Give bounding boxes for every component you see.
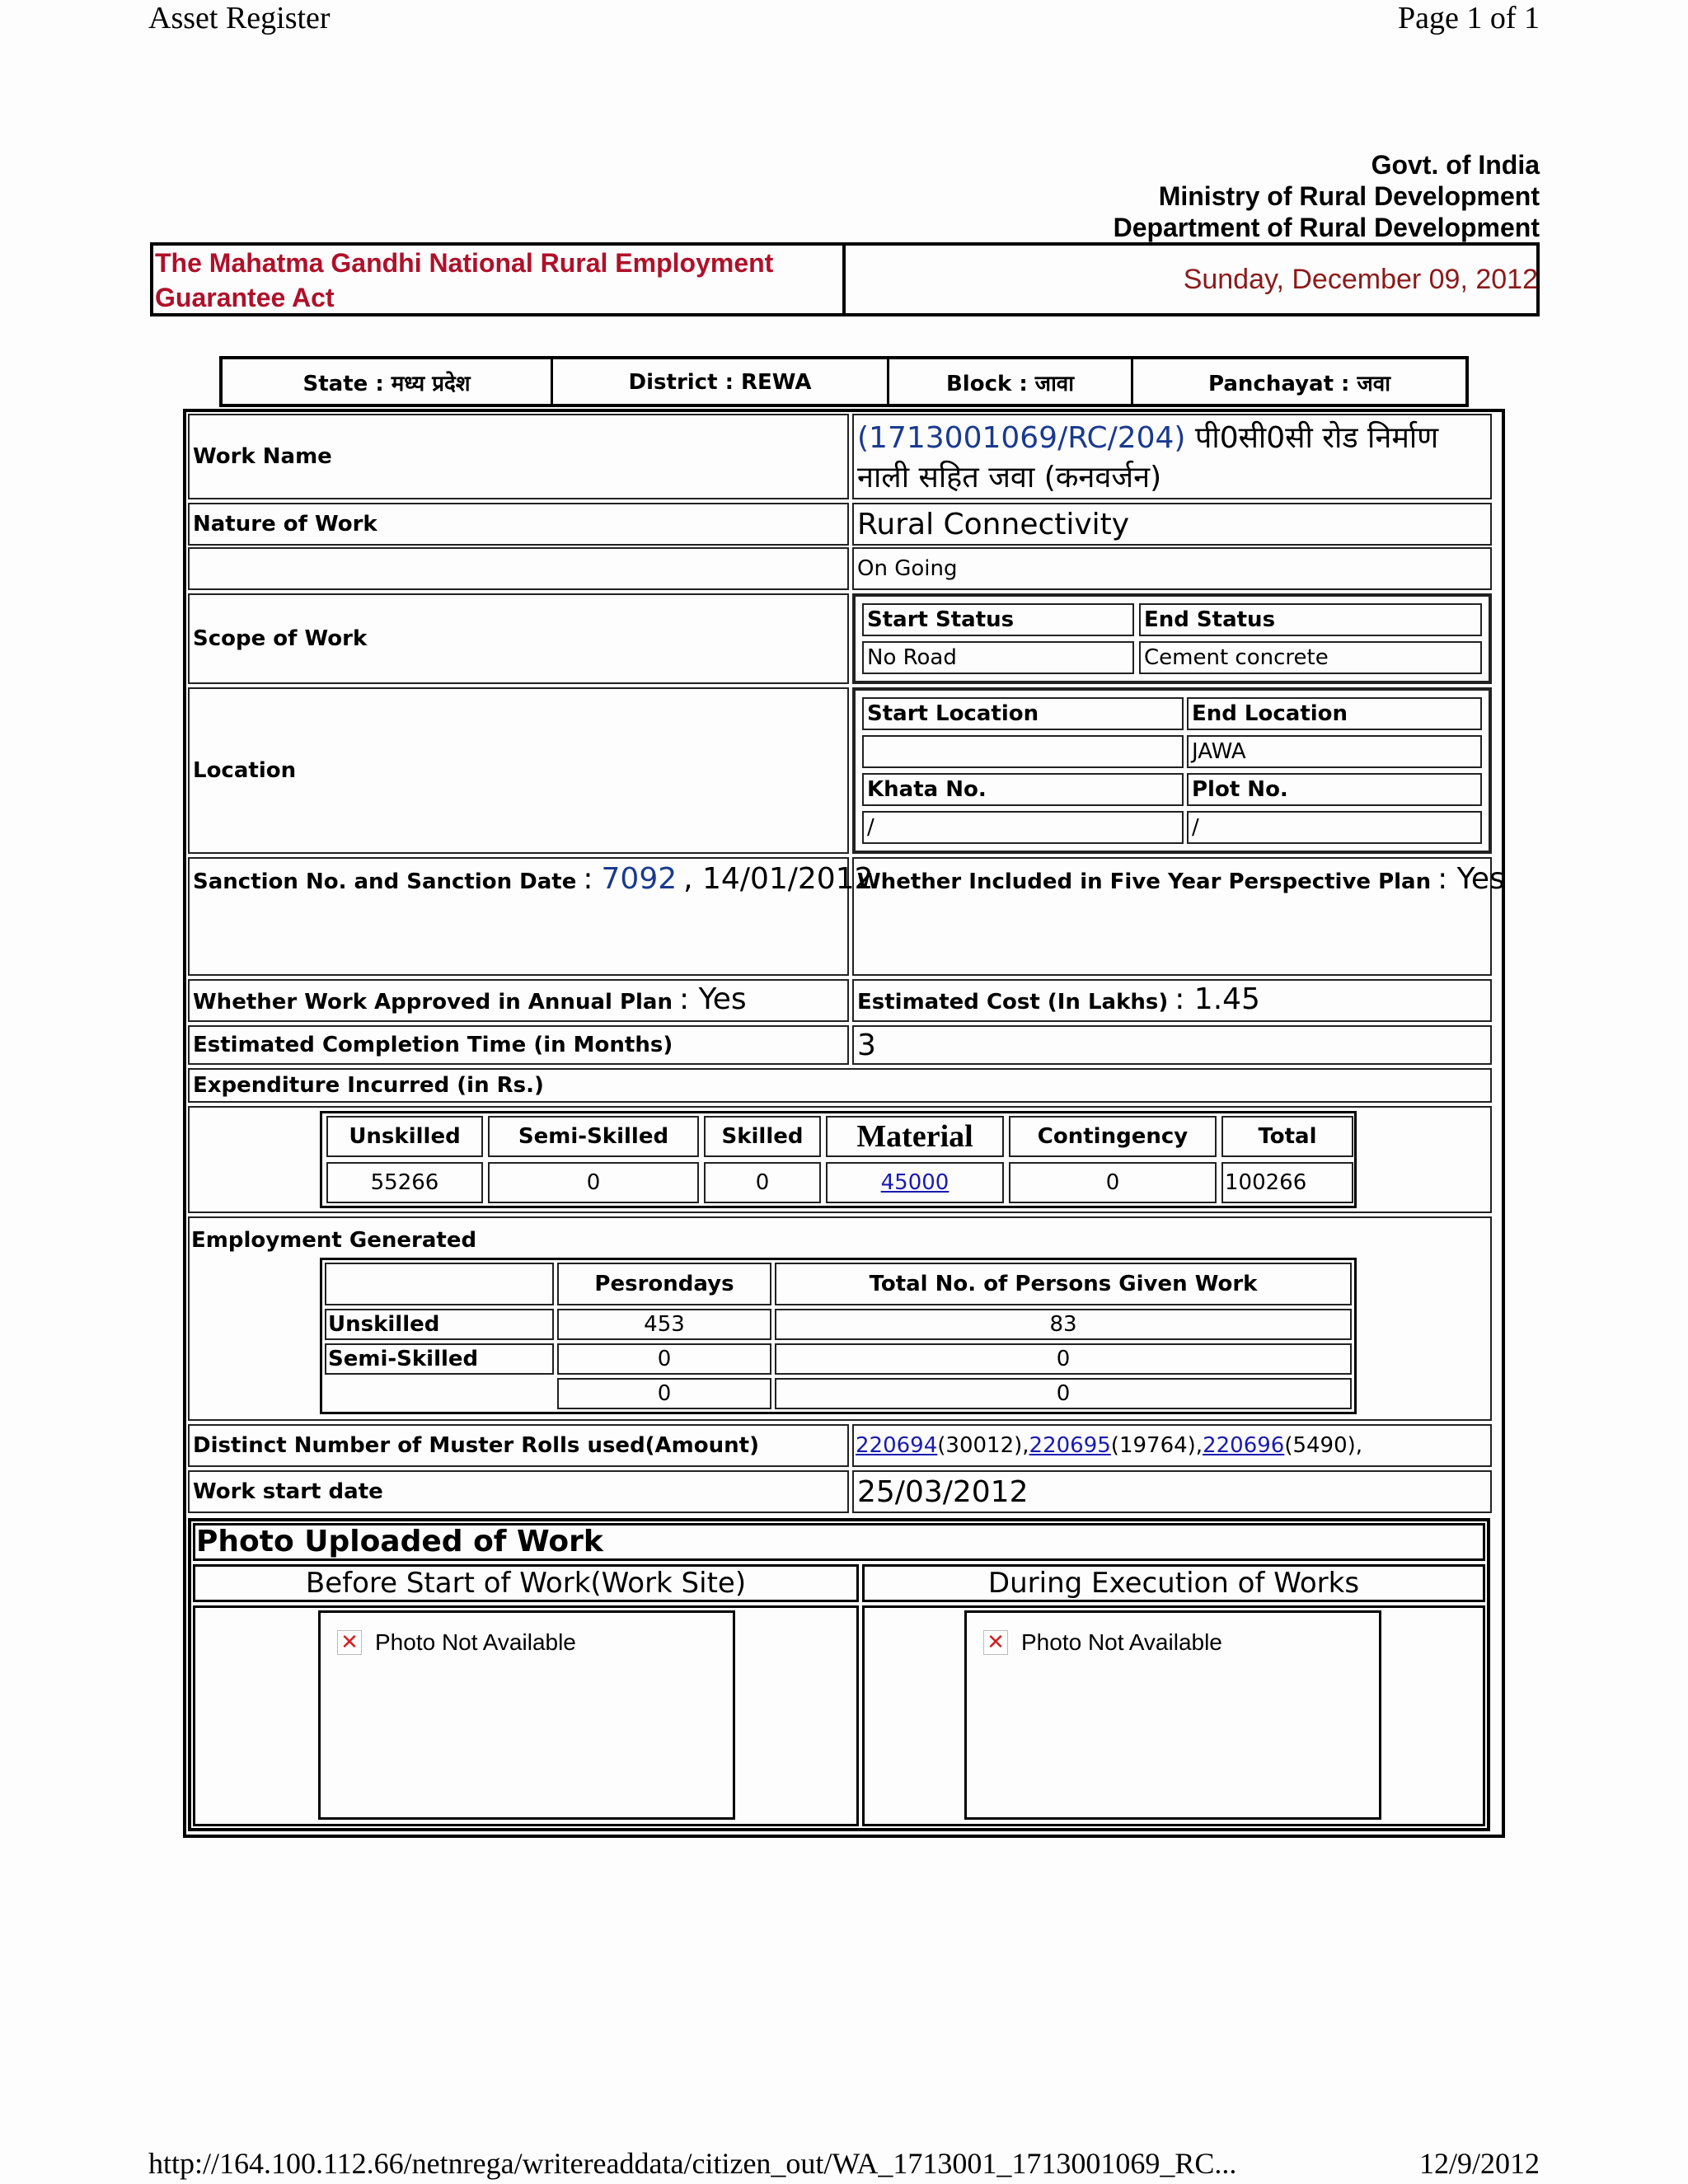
footer-date: 12/9/2012 [1418,2147,1540,2180]
nature-label-text: Nature of Work [193,512,377,537]
start-location-header-text: Start Location [867,701,1039,726]
report-date: Sunday, December 09, 2012 [1183,264,1538,295]
page-number: Page 1 of 1 [1397,1,1540,35]
work-name-text-2: नाली सहित जवा (कनवर्जन) [857,461,1162,494]
act-title [155,246,773,315]
start-location-value [862,735,1184,768]
muster-link[interactable]: 220695 [1029,1433,1111,1458]
work-status-text: On Going [857,556,958,581]
annual-plan-value: : Yes [678,982,747,1016]
govt-line-3: Department of Rural Development [1113,213,1540,242]
photo-during-header: During Execution of Works [862,1564,1485,1602]
khata-value [862,811,1184,844]
emp-row-days: 0 [557,1378,771,1409]
est-cost-cell [852,979,1492,1022]
emp-header-persons: Total No. of Persons Given Work [775,1263,1352,1305]
muster-amount: (19764), [1110,1433,1203,1458]
five-year-label: Whether Included in Five Year Perspective Plan [857,869,1432,894]
employment-label: Employment Generated [191,1228,477,1253]
emp-row-persons: 83 [775,1309,1352,1340]
sanction-cell [188,857,874,976]
nature-label [188,503,849,546]
act-title-line-1: The Mahatma Gandhi National Rural Employment [155,248,774,278]
exp-value-total [1221,1162,1353,1203]
exp-value-total-text: 100266 [1225,1170,1307,1195]
govt-line-1: Govt. of India [1371,150,1540,180]
work-name-label [188,414,849,499]
muster-amount: (30012), [937,1433,1029,1458]
five-year-value: : Yes [1437,862,1505,896]
muster-link[interactable]: 220696 [1203,1433,1285,1458]
photo-during-frame [964,1610,1381,1820]
exp-header-contingency: Contingency [1009,1116,1217,1157]
start-status-header-text: Start Status [867,607,1015,632]
muster-values [852,1424,1492,1467]
end-status-header-text: End Status [1144,607,1276,632]
start-date-label-text: Work start date [193,1479,383,1504]
work-status [852,547,1492,590]
end-status-value [1139,641,1482,674]
sanction-sep: : [583,862,593,896]
broken-image-icon: ✕ [983,1630,1008,1655]
emp-row-days: 453 [557,1309,771,1340]
expenditure-label [188,1068,1492,1103]
end-location-value-text: JAWA [1192,739,1246,764]
completion-label [188,1025,849,1065]
khata-header [862,773,1184,806]
start-location-header [862,697,1184,730]
sanction-label: Sanction No. and Sanction Date [193,869,577,894]
end-location-header-text: End Location [1192,701,1348,726]
work-name-value [852,414,1492,499]
emp-row-type [325,1343,554,1375]
exp-value-contingency: 0 [1009,1162,1217,1203]
end-location-value [1187,735,1482,768]
end-status-header [1139,603,1482,636]
photo-not-available: Photo Not Available [1021,1629,1222,1655]
end-status-value-text: Cement concrete [1144,645,1329,670]
muster-label-text: Distinct Number of Muster Rolls used(Amount) [193,1433,759,1458]
completion-value [852,1025,1492,1065]
footer-url: http://164.100.112.66/netnrega/writereaddata/citizen_out/WA_1713001_1713001069_RC... [148,2147,1237,2180]
scope-label [188,593,849,684]
exp-value-material-cell [826,1162,1004,1203]
emp-row-days: 0 [557,1343,771,1375]
location-label-text: Location [193,758,297,783]
start-status-value [862,641,1134,674]
emp-row-type [325,1309,554,1340]
material-link[interactable]: 45000 [880,1170,950,1195]
govt-line-2: Ministry of Rural Development [1158,181,1540,211]
state-label: State : मध्य प्रदेश [302,372,471,396]
annual-plan-label: Whether Work Approved in Annual Plan [193,990,673,1015]
act-banner-divider [842,242,846,316]
est-cost-label: Estimated Cost (In Lakhs) [857,990,1169,1015]
district-label: District : REWA [628,370,812,395]
khata-value-text: / [867,815,874,840]
exp-header-unskilled: Unskilled [326,1116,483,1157]
exp-value-skilled: 0 [704,1162,821,1203]
completion-label-text: Estimated Completion Time (in Months) [193,1033,673,1057]
khata-header-text: Khata No. [867,777,987,802]
page-header-title: Asset Register [148,1,331,35]
emp-row-type-text: Unskilled [328,1312,440,1337]
photo-not-available: Photo Not Available [375,1629,576,1655]
nature-value [852,503,1492,546]
start-status-value-text: No Road [867,645,957,670]
muster-amount: (5490), [1284,1433,1363,1458]
expenditure-label-text: Expenditure Incurred (in Rs.) [193,1073,544,1098]
scope-label-text: Scope of Work [193,626,368,651]
plot-header-text: Plot No. [1192,777,1288,802]
muster-label [188,1424,849,1467]
emp-row-persons: 0 [775,1343,1352,1375]
nature-value-text: Rural Connectivity [857,507,1130,541]
start-date-value-text: 25/03/2012 [857,1474,1029,1509]
emp-header-persondays: Pesrondays [557,1263,771,1305]
emp-row-persons: 0 [775,1378,1352,1409]
completion-value-text: 3 [857,1028,876,1062]
exp-value-semiskilled: 0 [488,1162,699,1203]
status-label-empty [188,547,849,590]
emp-row-type-text: Semi-Skilled [328,1347,479,1371]
end-location-header [1187,697,1482,730]
exp-header-total: Total [1221,1116,1353,1157]
photo-before-header: Before Start of Work(Work Site) [193,1564,859,1602]
exp-header-skilled: Skilled [704,1116,821,1157]
emp-row-type [325,1378,554,1409]
start-status-header [862,603,1134,636]
plot-header [1187,773,1482,806]
block-label: Block : जावा [945,372,1074,396]
plot-value-text: / [1192,815,1199,840]
location-label [188,687,849,854]
five-year-cell [852,857,1505,976]
work-code: (1713001069/RC/204) [857,421,1186,455]
act-title-line-2: Guarantee Act [155,283,335,312]
exp-value-unskilled: 55266 [326,1162,483,1203]
photo-title: Photo Uploaded of Work [196,1525,603,1558]
start-date-label [188,1470,849,1513]
annual-plan-cell [188,979,849,1022]
start-date-value [852,1470,1492,1513]
broken-image-icon: ✕ [337,1630,362,1655]
exp-header-semiskilled: Semi-Skilled [488,1116,699,1157]
exp-header-material: Material [826,1116,1004,1157]
work-name-text-1: पी0सी0सी रोड निर्माण [1194,421,1439,455]
sanction-date: , 14/01/2012 [683,862,874,896]
plot-value [1187,811,1482,844]
panchayat-label: Panchayat : जवा [1208,372,1390,396]
est-cost-value: : 1.45 [1175,982,1260,1016]
emp-header-blank [325,1263,554,1305]
muster-link[interactable]: 220694 [856,1433,938,1458]
photo-before-frame [318,1610,735,1820]
work-name-label-text: Work Name [193,444,332,469]
sanction-number: 7092 [601,862,678,896]
